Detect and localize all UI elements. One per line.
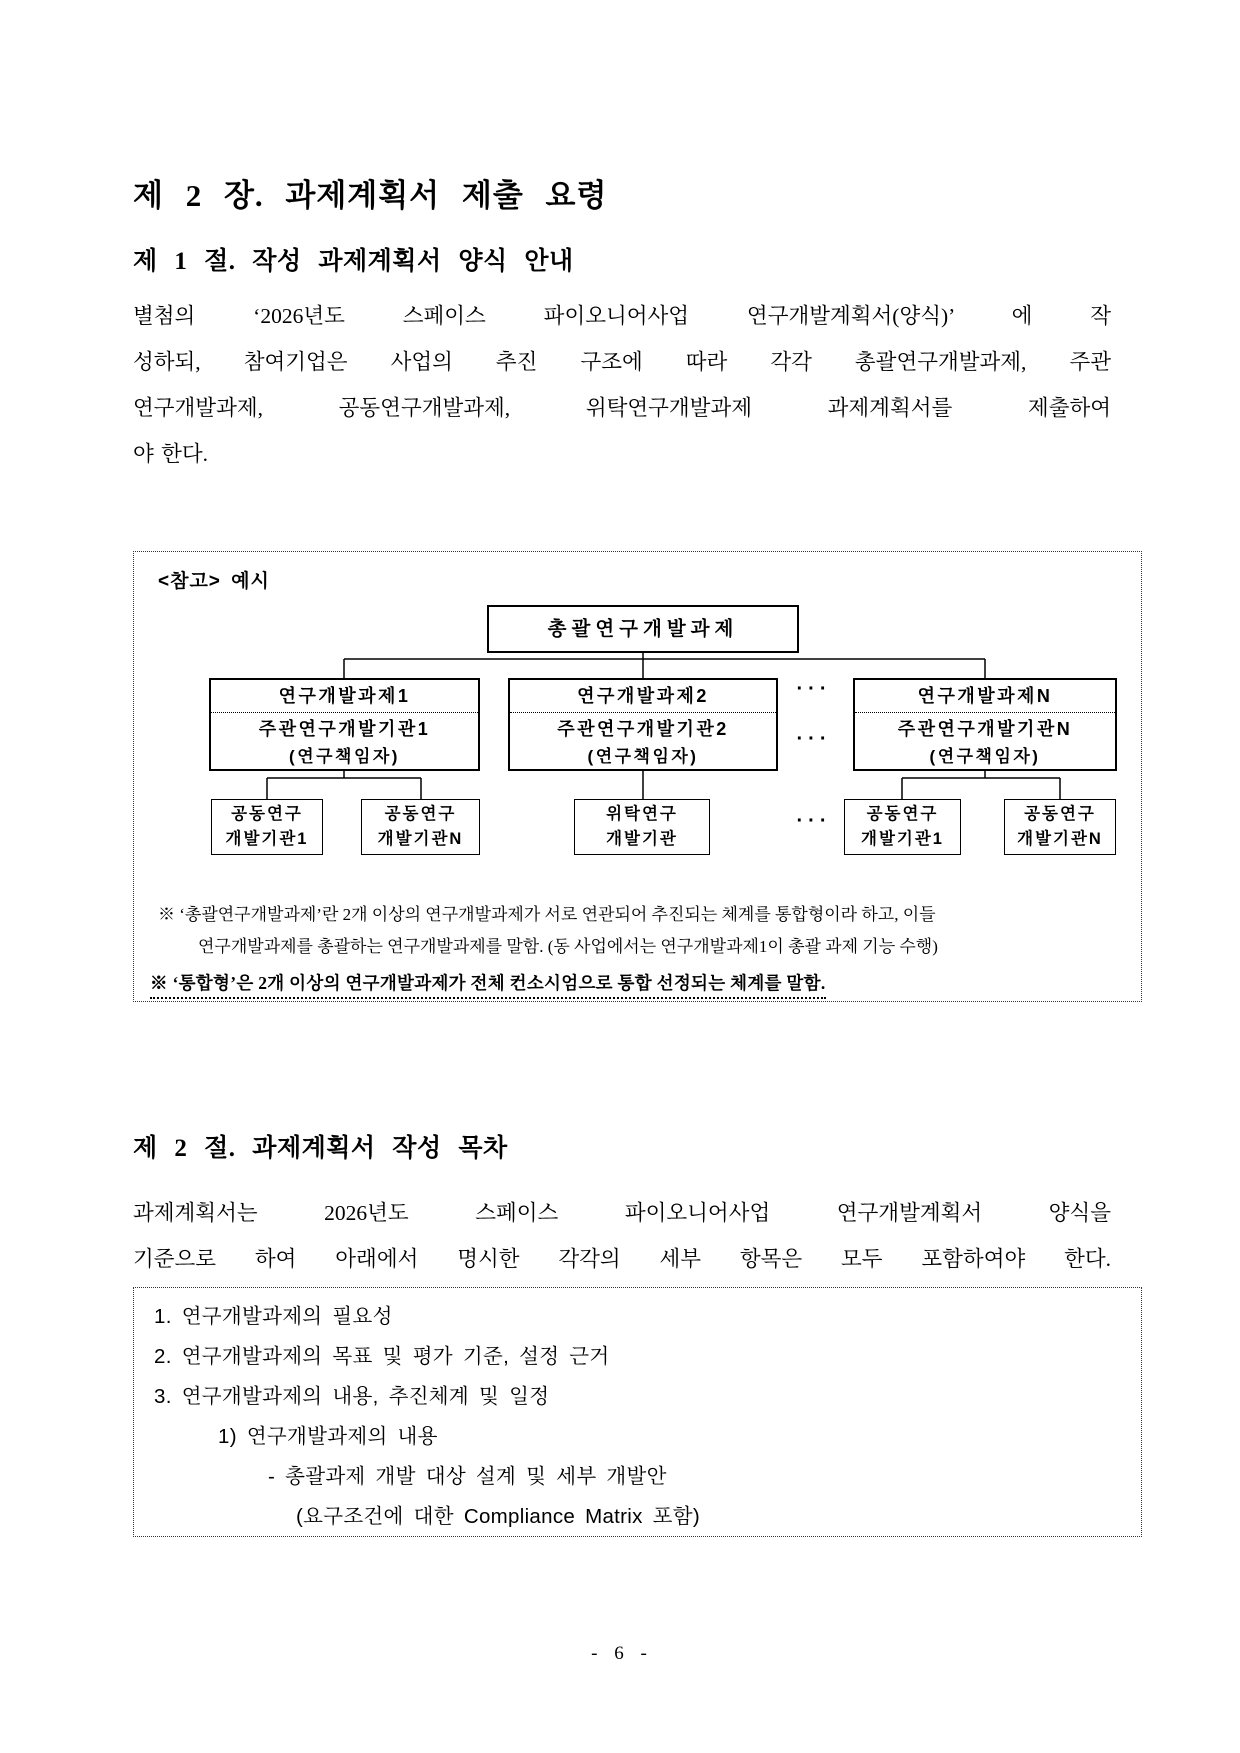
paragraph-line: 기준으로 하여 아래에서 명시한 각각의 세부 항목은 모두 포함하여야 한다. <box>133 1247 1111 1271</box>
org-chart-project-box-2 <box>508 678 778 771</box>
child-box-line: 개발기관1 <box>861 830 944 848</box>
section2-title: 제 2 절. 과제계획서 작성 목차 <box>133 1135 508 1162</box>
child-box-line: 개발기관1 <box>225 830 309 848</box>
consigned-institute-box <box>574 799 710 855</box>
lead-institute: 주관연구개발기관1 <box>258 719 431 739</box>
note-line-emphasized <box>150 967 1135 999</box>
reference-label: <참고> 예시 <box>158 571 270 592</box>
paragraph-line: 과제계획서는 2026년도 스페이스 파이오니어사업 연구개발계획서 양식을 <box>133 1201 1111 1225</box>
joint-institute-box <box>844 799 961 855</box>
toc-item: - 총괄과제 개발 대상 설계 및 세부 개발안 <box>268 1465 667 1488</box>
principal-investigator: (연구책임자) <box>289 747 400 766</box>
toc-item: 1. 연구개발과제의 필요성 <box>154 1305 393 1328</box>
child-box-line: 공동연구 <box>231 805 303 823</box>
child-box-line: 공동연구 <box>384 805 457 823</box>
paragraph-line: 연구개발과제, 공동연구개발과제, 위탁연구개발과제 과제계획서를 제출하여 <box>133 396 1111 420</box>
principal-investigator: (연구책임자) <box>587 747 699 766</box>
child-box-line: 공동연구 <box>866 805 939 823</box>
reference-example-box <box>133 551 1142 1002</box>
section1-title: 제 1 절. 작성 과제계획서 양식 안내 <box>133 248 574 275</box>
underlined-note-text: ※ ‘통합형’은 2개 이상의 연구개발과제가 전체 컨소시엄으로 통합 선정되는 체계를 말함. <box>150 973 826 999</box>
lead-institute: 주관연구개발기관2 <box>557 719 729 739</box>
paragraph-line: 별첨의 ‘2026년도 스페이스 파이오니어사업 연구개발계획서(양식)’ 에 작 <box>133 304 1111 328</box>
org-chart-project-box-1 <box>209 678 480 771</box>
lead-institute: 주관연구개발기관N <box>897 719 1073 739</box>
page-number: - 6 - <box>591 1643 649 1664</box>
toc-item: 2. 연구개발과제의 목표 및 평가 기준, 설정 근거 <box>154 1345 610 1368</box>
paragraph-line: 성하되, 참여기업은 사업의 추진 구조에 따라 각각 총괄연구개발과제, 주관 <box>133 350 1111 374</box>
child-box-line: 개발기관N <box>1017 830 1103 848</box>
note-line: 연구개발과제를 총괄하는 연구개발과제를 말함. (동 사업에서는 연구개발과제1이 총괄 과제 기능 수행) <box>198 937 938 956</box>
paragraph-line: 야 한다. <box>133 442 209 466</box>
ellipsis: ··· <box>796 728 832 750</box>
joint-institute-box <box>211 799 323 855</box>
toc-item: 1) 연구개발과제의 내용 <box>218 1425 438 1448</box>
principal-investigator: (연구책임자) <box>929 747 1041 766</box>
child-box-line: 개발기관N <box>377 830 464 848</box>
child-box-line: 위탁연구 <box>606 805 678 823</box>
project-title: 연구개발과제2 <box>510 680 776 713</box>
toc-item: 3. 연구개발과제의 내용, 추진체계 및 일정 <box>154 1385 550 1408</box>
project-title: 연구개발과제1 <box>211 680 478 713</box>
toc-item: (요구조건에 대한 Compliance Matrix 포함) <box>296 1505 701 1528</box>
project-title: 연구개발과제N <box>855 680 1115 713</box>
child-box-line: 공동연구 <box>1024 805 1096 823</box>
joint-institute-box <box>1004 799 1116 855</box>
ellipsis: ··· <box>796 810 832 832</box>
note-line: ※ ‘총괄연구개발과제’란 2개 이상의 연구개발과제가 서로 연관되어 추진되는 체계를 통합형이라 하고, 이들 <box>158 905 936 924</box>
child-box-line: 개발기관 <box>606 830 678 848</box>
chapter-title: 제 2 장. 과제계획서 제출 요령 <box>133 178 608 213</box>
ellipsis: ··· <box>796 678 832 700</box>
org-chart-root-box: 총괄연구개발과제 <box>487 605 799 653</box>
toc-box <box>133 1287 1142 1537</box>
reference-notes <box>150 899 1135 999</box>
section1-paragraph <box>133 293 1111 477</box>
org-chart-project-box-n <box>853 678 1117 771</box>
joint-institute-box <box>361 799 480 855</box>
section2-paragraph <box>133 1190 1111 1282</box>
